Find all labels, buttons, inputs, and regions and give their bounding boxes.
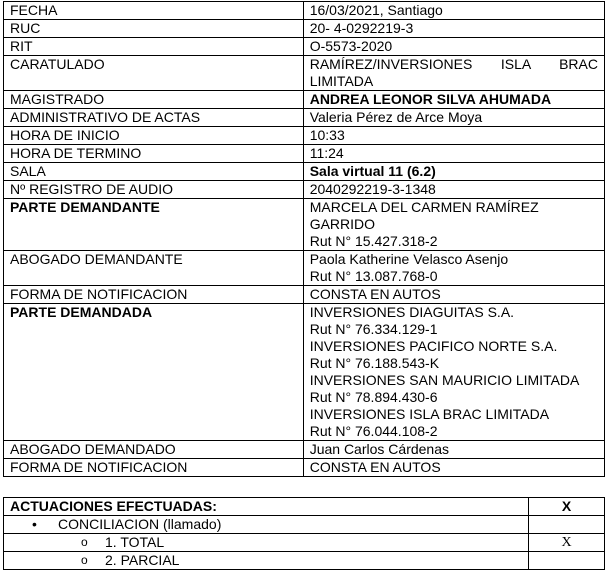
value-rit: O-5573-2020 [303,38,604,56]
value-line: INVERSIONES SAN MAURICIO LIMITADA [309,372,580,388]
value-administrativo: Valeria Pérez de Arce Moya [303,109,604,127]
value-sala: Sala virtual 11 (6.2) [303,163,604,181]
label-hora-inicio: HORA DE INICIO [4,127,304,145]
label-forma-notificacion: FORMA DE NOTIFICACION [4,286,304,304]
table-row [4,516,605,534]
table-row [4,127,605,145]
table-row [4,38,605,56]
circle-bullet-icon: o [81,535,88,549]
table-row [4,251,605,286]
actuacion-item [4,516,529,534]
value-line: RAMÍREZ/INVERSIONES ISLA BRAC [309,56,598,72]
table-row [4,199,605,251]
table-row [4,534,605,552]
table-row [4,552,605,570]
value-caratulado [303,56,604,91]
actuacion-mark: X [529,534,605,552]
bullet-icon: • [32,516,37,532]
label-parte-demandante: PARTE DEMANDANTE [4,199,304,251]
label-fecha: FECHA [4,2,304,20]
actuacion-label: 2. PARCIAL [105,552,180,568]
table-row [4,145,605,163]
value-abogado-demandado: Juan Carlos Cárdenas [303,441,604,459]
value-line: MARCELA DEL CARMEN RAMÍREZ [309,199,539,215]
circle-bullet-icon: o [81,553,88,567]
label-forma-notificacion: FORMA DE NOTIFICACION [4,459,304,477]
actuacion-mark [529,516,605,534]
value-line: Rut N° 76.188.543-K [309,355,440,371]
actuacion-item [4,534,529,552]
value-fecha: 16/03/2021, Santiago [303,2,604,20]
table-row [4,304,605,441]
hearing-info-table [3,1,605,477]
label-rit: RIT [4,38,304,56]
table-row [4,459,605,477]
value-forma-notificacion: CONSTA EN AUTOS [303,286,604,304]
label-abogado-demandante: ABOGADO DEMANDANTE [4,251,304,286]
table-row [4,498,605,516]
label-sala: SALA [4,163,304,181]
value-ruc: 20- 4-0292219-3 [303,20,604,38]
value-hora-termino: 11:24 [303,145,604,163]
value-magistrado: ANDREA LEONOR SILVA AHUMADA [303,91,604,109]
actuaciones-header-mark: X [529,498,605,516]
value-line: Rut N° 76.044.108-2 [309,423,438,439]
table-row [4,181,605,199]
value-line: Rut N° 76.334.129-1 [309,321,438,337]
table-row [4,91,605,109]
label-registro-audio: Nº REGISTRO DE AUDIO [4,181,304,199]
label-administrativo: ADMINISTRATIVO DE ACTAS [4,109,304,127]
actuacion-item [4,552,529,570]
label-parte-demandada: PARTE DEMANDADA [4,304,304,441]
value-line: GARRIDO [309,216,376,232]
value-line: INVERSIONES PACIFICO NORTE S.A. [309,338,558,354]
value-parte-demandante [303,199,604,251]
label-caratulado: CARATULADO [4,56,304,91]
value-line: INVERSIONES DIAGUITAS S.A. [309,304,515,320]
table-row [4,109,605,127]
actuaciones-table [3,497,605,570]
table-row [4,56,605,91]
actuaciones-header: ACTUACIONES EFECTUADAS: [4,498,529,516]
label-ruc: RUC [4,20,304,38]
value-hora-inicio: 10:33 [303,127,604,145]
value-line: Paola Katherine Velasco Asenjo [309,251,509,267]
value-parte-demandada [303,304,604,441]
value-forma-notificacion: CONSTA EN AUTOS [303,459,604,477]
label-abogado-demandado: ABOGADO DEMANDADO [4,441,304,459]
actuacion-label: 1. TOTAL [105,534,165,550]
value-line: Rut N° 15.427.318-2 [309,233,438,249]
actuacion-label: CONCILIACION (llamado) [58,516,222,532]
value-registro-audio: 2040292219-3-1348 [303,181,604,199]
value-line: Rut N° 78.894.430-6 [309,389,438,405]
value-abogado-demandante [303,251,604,286]
table-row [4,441,605,459]
value-line: INVERSIONES ISLA BRAC LIMITADA [309,406,550,422]
value-line: Rut N° 13.087.768-0 [309,268,438,284]
table-row [4,20,605,38]
label-hora-termino: HORA DE TERMINO [4,145,304,163]
table-row [4,163,605,181]
value-line: LIMITADA [309,73,374,89]
table-row [4,2,605,20]
actuacion-mark [529,552,605,570]
table-row [4,286,605,304]
label-magistrado: MAGISTRADO [4,91,304,109]
